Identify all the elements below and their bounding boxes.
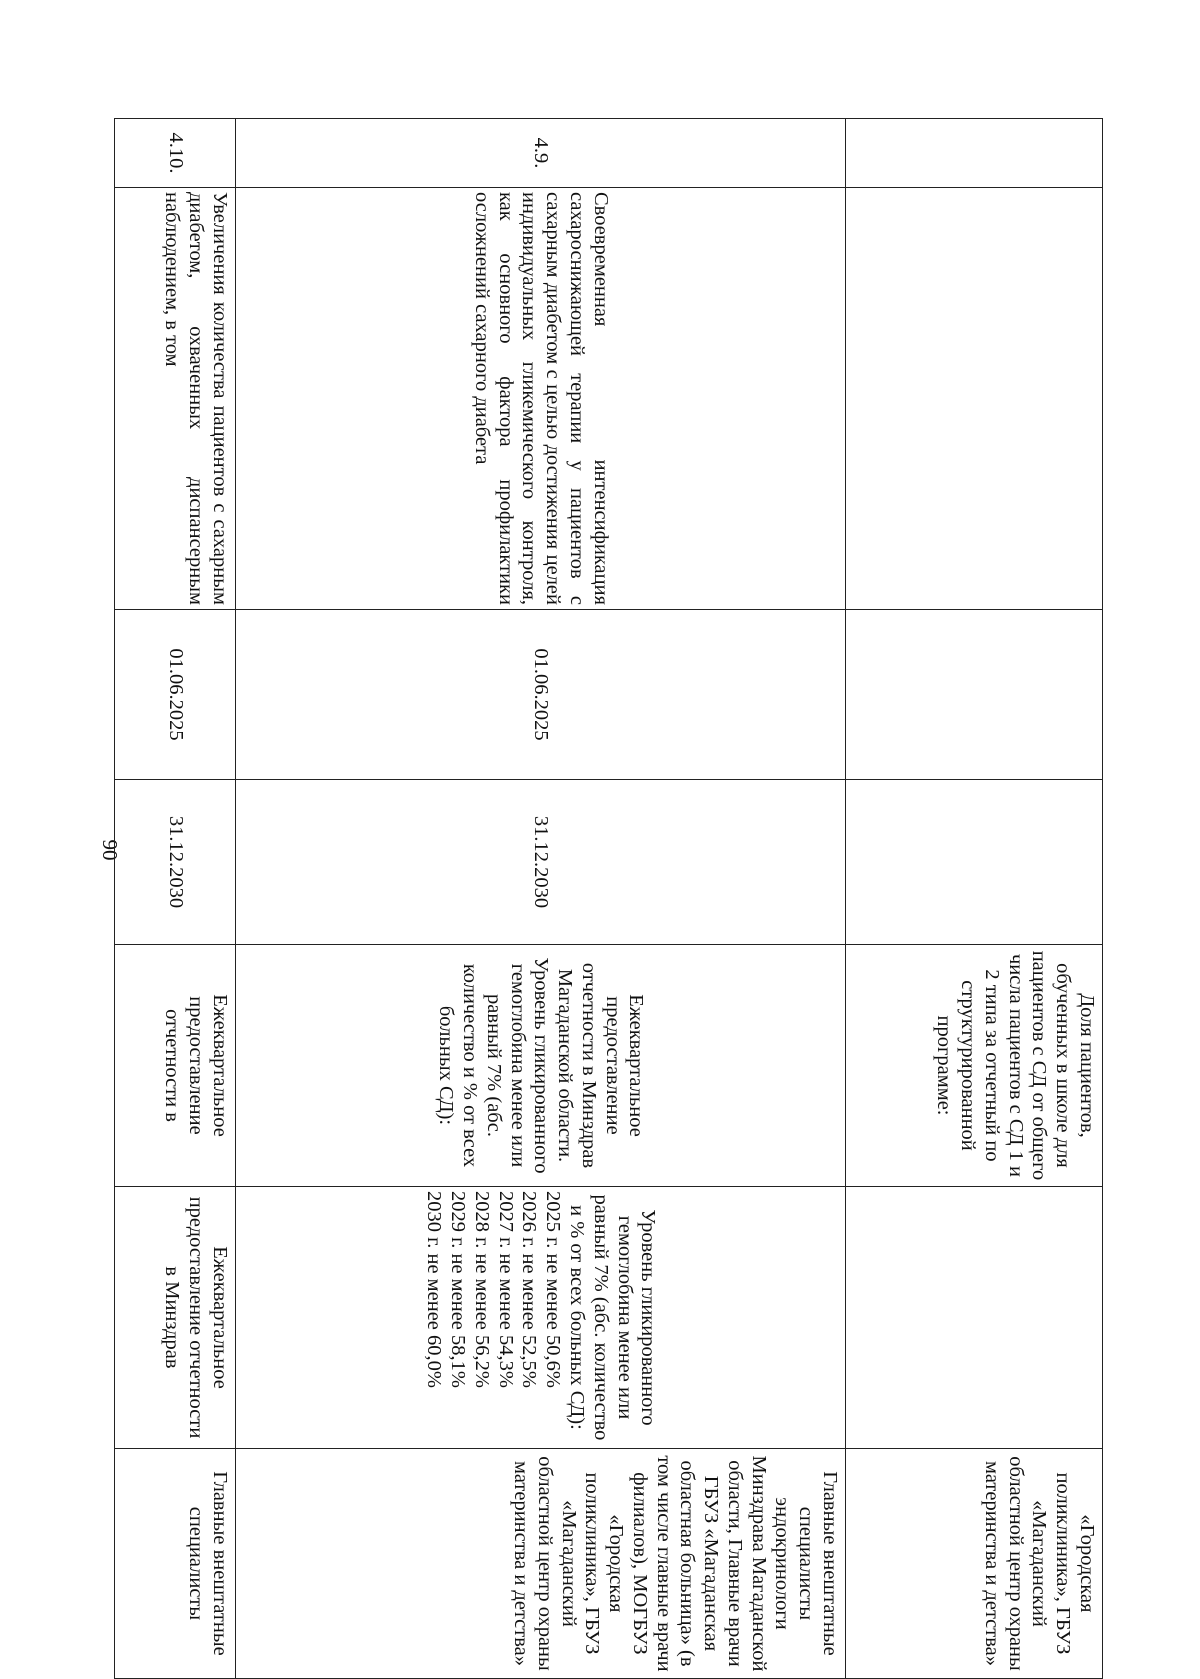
indicator-cell: Ежеквартальное предоставление отчетности в Минздрав Магаданской области. Уровень гликированного гемоглобина менее или равный 7% (абс. количество и % от всех больных СД): — [236, 945, 846, 1187]
end-date-cell: 31.12.2030 — [236, 780, 846, 945]
result-cell — [236, 1187, 846, 1449]
responsible-cell: Главные внештатные специалисты — [115, 1449, 236, 1679]
start-date-cell — [846, 610, 1103, 780]
indicator-cell: Доля пациентов, обученных в школе для пациентов с СД от общего числа пациентов с СД 1 и 2 типа за отчетный по структурированной программе: — [846, 945, 1103, 1187]
table-row — [115, 119, 236, 1679]
result-line: 2026 г. не менее 52,5% — [518, 1191, 541, 1388]
start-date-cell: 01.06.2025 — [115, 610, 236, 780]
result-cell: Ежеквартальное предоставление отчетности в Минздрав — [115, 1187, 236, 1449]
result-heading: Уровень гликированного гемоглобина менее или равный 7% (абс. количество и % от всех больных СД): — [566, 1194, 660, 1441]
result-line: 2029 г. не менее 58,1% — [447, 1191, 470, 1388]
event-cell — [846, 188, 1103, 610]
event-cell: Увеличения количества пациентов с сахарным диабетом, охваченных диспансерным наблюдением, в том — [115, 188, 236, 610]
result-line: 2025 г. не менее 50,6% — [542, 1191, 565, 1388]
row-number: 4.9. — [236, 119, 846, 188]
row-number — [846, 119, 1103, 188]
activities-table — [114, 118, 1103, 1679]
end-date-cell: 31.12.2030 — [115, 780, 236, 945]
end-date-cell — [846, 780, 1103, 945]
event-cell: Своевременная интенсификация сахароснижающей терапии у пациентов с сахарным диабетом с целью достижения целей индивидуальных гликемического контроля, как основного фактора профилактики осложнений сахарного диабета — [236, 188, 846, 610]
result-line: 2027 г. не менее 54,3% — [494, 1191, 517, 1388]
table-row — [846, 119, 1103, 1679]
responsible-cell: «Городская поликлиника», ГБУЗ «Магаданский областной центр охраны материнства и детства» — [846, 1449, 1103, 1679]
row-number: 4.10. — [115, 119, 236, 188]
result-line: 2028 г. не менее 56,2% — [470, 1191, 493, 1388]
indicator-cell: Ежеквартальное предоставление отчетности в — [115, 945, 236, 1187]
page-number: 90 — [98, 839, 122, 861]
rotated-table-container — [115, 118, 1103, 1678]
result-cell — [846, 1187, 1103, 1449]
table-row — [236, 119, 846, 1679]
responsible-cell: Главные внештатные специалисты эндокринологи Минздрава Магаданской области, Главные врачи ГБУЗ «Магаданская областная больница» (в том числе главные врачи филиалов), МОГБУЗ «Городская поликлиника», ГБУЗ «Магаданский областной центр охраны материнства и детства» — [236, 1449, 846, 1679]
start-date-cell: 01.06.2025 — [236, 610, 846, 780]
result-line: 2030 г. не менее 60,0% — [423, 1191, 446, 1388]
